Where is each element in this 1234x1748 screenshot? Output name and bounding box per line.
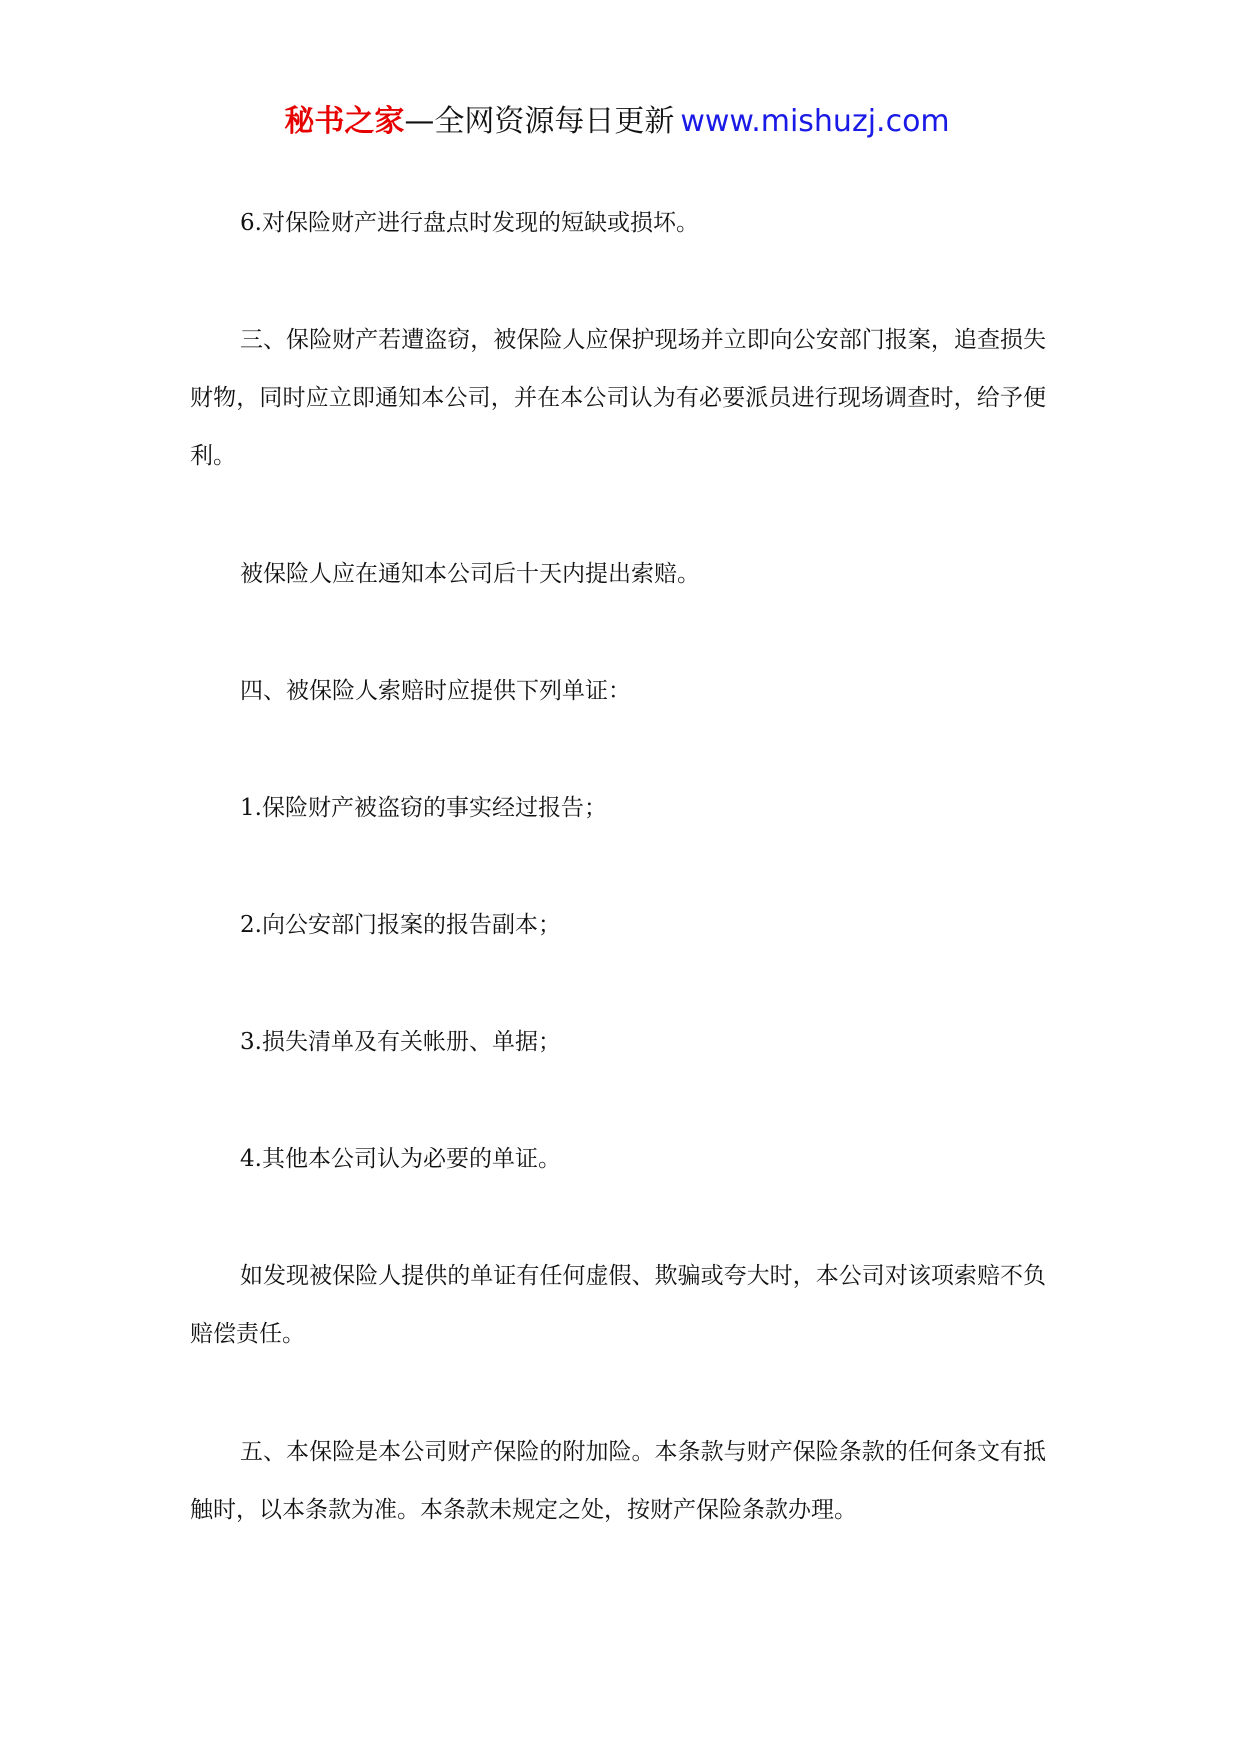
list-item-3: 3.损失清单及有关帐册、单据；: [240, 1029, 561, 1055]
paragraph-claim-deadline: 被保险人应在通知本公司后十天内提出索赔。: [240, 561, 700, 587]
paragraph-section-3: 三、保险财产若遭盗窃，被保险人应保护现场并立即向公安部门报案，追查损失财物，同时应立即通知本公司，并在本公司认为有必要派员进行现场调查时，给予便利。: [190, 327, 1046, 469]
list-item-2: 2.向公安部门报案的报告副本；: [240, 912, 561, 938]
list-item-1: 1.保险财产被盗窃的事实经过报告；: [240, 795, 607, 821]
site-brand: 秘书之家: [284, 104, 405, 139]
paragraph-item-6: 6.对保险财产进行盘点时发现的短缺或损坏。: [240, 210, 699, 236]
paragraph-fraud-clause: 如发现被保险人提供的单证有任何虚假、欺骗或夸大时，本公司对该项索赔不负赔偿责任。: [190, 1263, 1046, 1347]
site-url-link[interactable]: www.mishuzj.com: [680, 104, 950, 139]
paragraph-section-5: 五、本保险是本公司财产保险的附加险。本条款与财产保险条款的任何条文有抵触时，以本条款为准。本条款未规定之处，按财产保险条款办理。: [190, 1439, 1046, 1523]
site-header: [0, 100, 1234, 144]
list-item-4: 4.其他本公司认为必要的单证。: [240, 1146, 561, 1172]
site-tagline: —全网资源每日更新: [404, 104, 675, 139]
paragraph-section-4: 四、被保险人索赔时应提供下列单证：: [240, 678, 631, 704]
